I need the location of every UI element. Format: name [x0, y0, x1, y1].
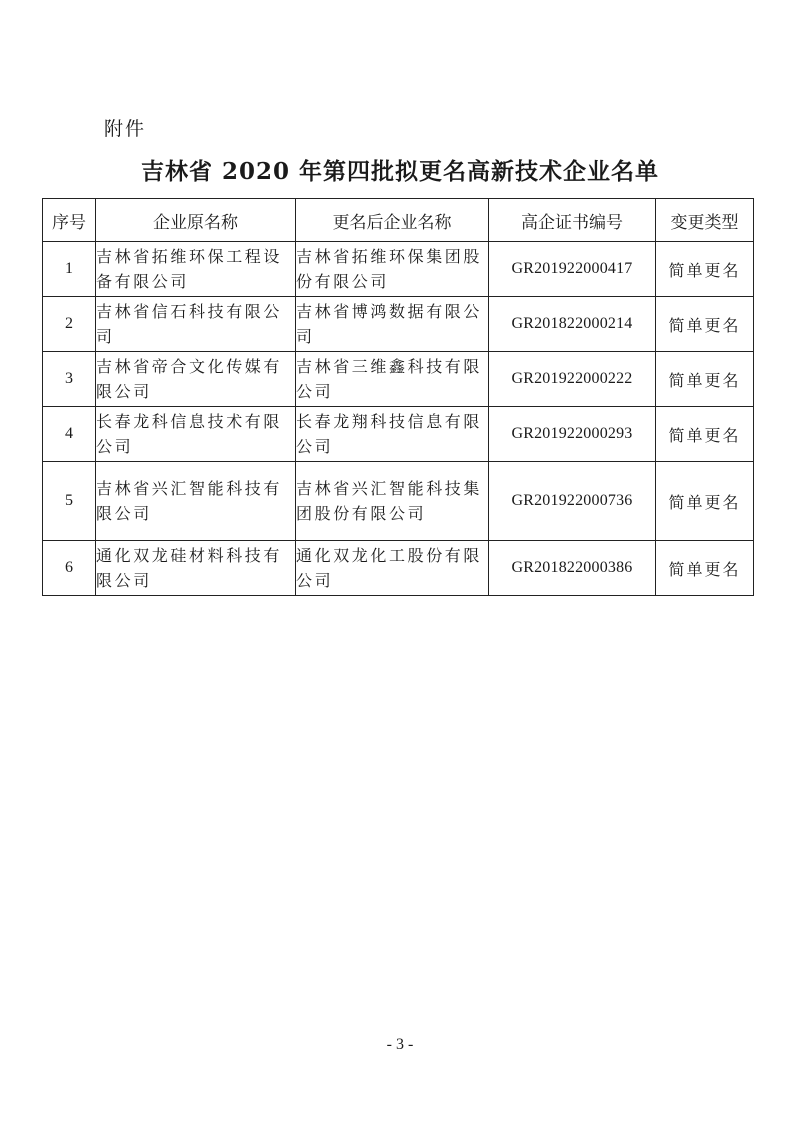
- table-row: [43, 407, 754, 462]
- row-new-name: 通化双龙化工股份有限公司: [296, 541, 489, 596]
- row-original-name: 吉林省帝合文化传媒有限公司: [96, 352, 296, 407]
- row-new-name: 吉林省兴汇智能科技集团股份有限公司: [296, 462, 489, 541]
- row-change-type: 简单更名: [656, 407, 754, 462]
- table-header-row: [43, 199, 754, 242]
- table-row: [43, 462, 754, 541]
- row-cert-no: GR201922000417: [489, 242, 656, 297]
- row-new-name: 吉林省三维鑫科技有限公司: [296, 352, 489, 407]
- row-original-name: 吉林省拓维环保工程设备有限公司: [96, 242, 296, 297]
- row-original-name: 吉林省兴汇智能科技有限公司: [96, 462, 296, 541]
- row-cert-no: GR201922000736: [489, 462, 656, 541]
- page-number: - 3 -: [386, 1036, 414, 1053]
- row-index: 2: [43, 297, 96, 352]
- row-original-name: 通化双龙硅材料科技有限公司: [96, 541, 296, 596]
- company-rename-table: [42, 198, 754, 596]
- table-row: [43, 297, 754, 352]
- row-index: 6: [43, 541, 96, 596]
- row-change-type: 简单更名: [656, 541, 754, 596]
- table-row: [43, 352, 754, 407]
- document-title: 吉林省 2020 年第四批拟更名高新技术企业名单: [140, 158, 660, 185]
- row-original-name: 长春龙科信息技术有限公司: [96, 407, 296, 462]
- row-change-type: 简单更名: [656, 242, 754, 297]
- row-index: 5: [43, 462, 96, 541]
- attachment-label: 附件: [104, 118, 147, 140]
- header-index: 序号: [43, 199, 96, 242]
- row-cert-no: GR201822000214: [489, 297, 656, 352]
- row-index: 1: [43, 242, 96, 297]
- row-index: 3: [43, 352, 96, 407]
- row-index: 4: [43, 407, 96, 462]
- row-cert-no: GR201822000386: [489, 541, 656, 596]
- header-new-name: 更名后企业名称: [296, 199, 489, 242]
- row-new-name: 吉林省博鸿数据有限公司: [296, 297, 489, 352]
- row-cert-no: GR201922000222: [489, 352, 656, 407]
- header-cert-no: 高企证书编号: [489, 199, 656, 242]
- row-new-name: 吉林省拓维环保集团股份有限公司: [296, 242, 489, 297]
- row-cert-no: GR201922000293: [489, 407, 656, 462]
- row-change-type: 简单更名: [656, 352, 754, 407]
- header-original-name: 企业原名称: [96, 199, 296, 242]
- row-original-name: 吉林省信石科技有限公司: [96, 297, 296, 352]
- table-row: [43, 242, 754, 297]
- table-row: [43, 541, 754, 596]
- row-new-name: 长春龙翔科技信息有限公司: [296, 407, 489, 462]
- header-change-type: 变更类型: [656, 199, 754, 242]
- row-change-type: 简单更名: [656, 462, 754, 541]
- row-change-type: 简单更名: [656, 297, 754, 352]
